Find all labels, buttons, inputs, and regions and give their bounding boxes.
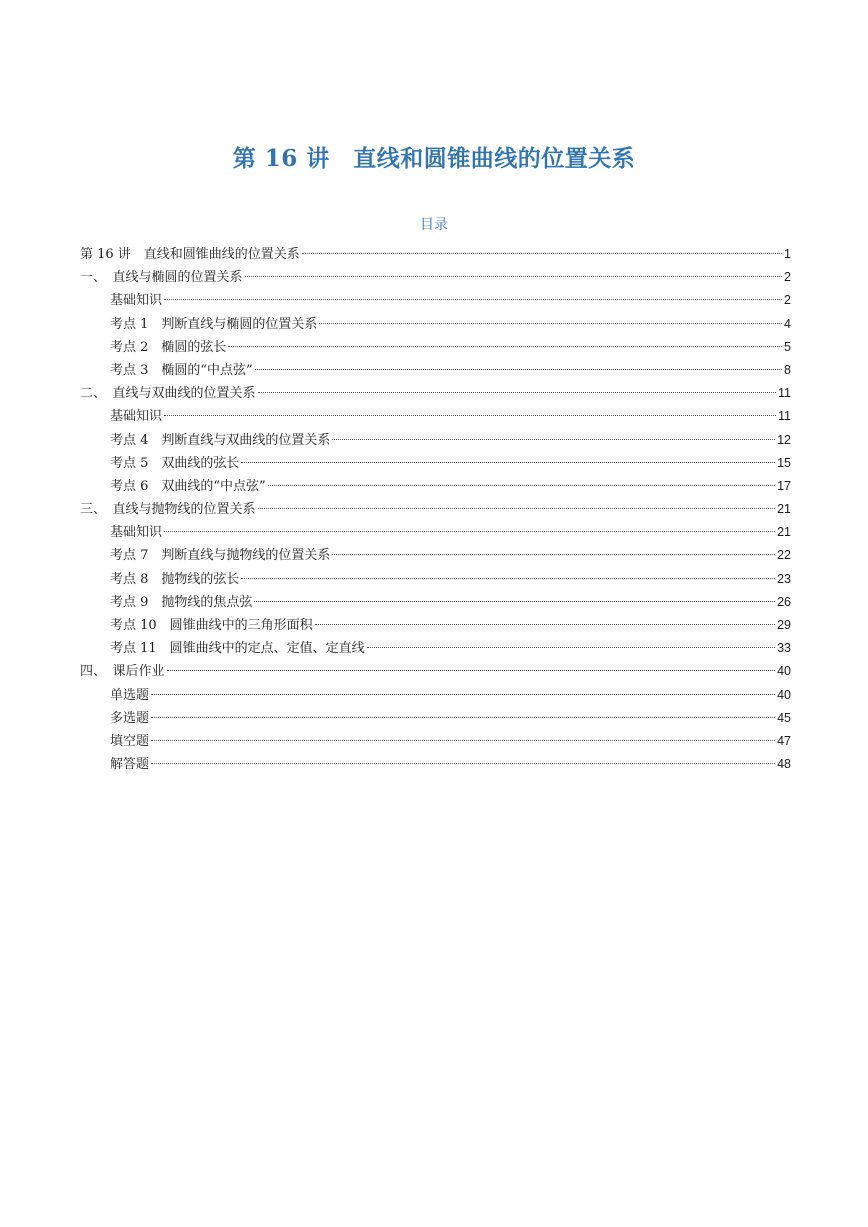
toc-dot-leader xyxy=(151,717,775,718)
toc-dot-leader xyxy=(367,647,775,648)
toc-dot-leader xyxy=(164,531,775,532)
toc-dot-leader xyxy=(245,276,783,277)
toc-entry-label: 考点 1 判断直线与椭圆的位置关系 xyxy=(110,316,318,332)
toc-entry[interactable] xyxy=(80,313,791,336)
toc-entry-page-number: 21 xyxy=(777,502,791,517)
toc-dot-leader xyxy=(319,323,782,324)
toc-dot-leader xyxy=(332,439,775,440)
toc-entry[interactable] xyxy=(80,429,791,452)
toc-entry-label: 三、 直线与抛物线的位置关系 xyxy=(80,502,256,518)
toc-entry[interactable] xyxy=(80,753,791,776)
toc-entry-label: 解答题 xyxy=(110,757,150,773)
toc-entry-page-number: 5 xyxy=(784,339,791,354)
toc-dot-leader xyxy=(164,415,776,416)
toc-dot-leader xyxy=(164,299,782,300)
document-title: 第 16 讲 直线和圆锥曲线的位置关系 xyxy=(232,145,636,172)
toc-heading: 目录 xyxy=(420,217,448,233)
toc-dot-leader xyxy=(167,670,776,671)
toc-entry-page-number: 29 xyxy=(777,618,791,632)
toc-dot-leader xyxy=(254,601,775,602)
toc-entry-page-number: 33 xyxy=(777,641,791,656)
toc-entry[interactable] xyxy=(80,475,791,498)
toc-entry-label: 考点 7 判断直线与抛物线的位置关系 xyxy=(110,548,331,564)
toc-entry[interactable] xyxy=(80,637,791,660)
toc-dot-leader xyxy=(151,740,775,741)
toc-entry[interactable] xyxy=(80,405,791,428)
toc-entry-page-number: 2 xyxy=(784,270,791,285)
toc-entry-label: 考点 3 椭圆的“中点弦” xyxy=(110,362,253,378)
toc-entry[interactable] xyxy=(80,382,791,405)
toc-entry[interactable] xyxy=(80,660,791,683)
toc-dot-leader xyxy=(258,392,777,393)
toc-dot-leader xyxy=(315,624,775,625)
toc-entry-label: 基础知识 xyxy=(110,525,163,541)
toc-dot-leader xyxy=(255,369,782,370)
toc-entry[interactable] xyxy=(80,614,791,637)
toc-entry[interactable] xyxy=(80,730,791,753)
toc-entry-label: 考点 6 双曲线的“中点弦” xyxy=(110,478,266,494)
toc-entry-page-number: 8 xyxy=(784,362,791,377)
toc-entry-page-number: 23 xyxy=(777,571,791,586)
toc-entry[interactable] xyxy=(80,498,791,521)
toc-entry[interactable] xyxy=(80,452,791,475)
toc-dot-leader xyxy=(241,578,775,579)
toc-entry[interactable] xyxy=(80,289,791,312)
toc-entry-page-number: 22 xyxy=(777,548,791,563)
toc-entry-page-number: 26 xyxy=(777,594,791,609)
toc-entry[interactable] xyxy=(80,591,791,614)
toc-entry-page-number: 1 xyxy=(784,247,791,261)
toc-entry-label: 考点 2 椭圆的弦长 xyxy=(110,339,227,355)
toc-entry[interactable] xyxy=(80,684,791,707)
toc-entry-page-number: 45 xyxy=(777,710,791,725)
toc-entry-page-number: 21 xyxy=(777,525,791,540)
toc-entry-page-number: 40 xyxy=(777,687,791,702)
toc-entry[interactable] xyxy=(80,568,791,591)
toc-dot-leader xyxy=(268,485,775,486)
toc-entry[interactable] xyxy=(80,359,791,382)
toc-dot-leader xyxy=(151,763,775,764)
toc-dot-leader xyxy=(228,346,782,347)
toc-entry[interactable] xyxy=(80,266,791,289)
toc-entry-label: 第 16 讲 直线和圆锥曲线的位置关系 xyxy=(80,247,300,262)
toc-entry-label: 考点 10 圆锥曲线中的三角形面积 xyxy=(110,618,313,633)
toc-entry-page-number: 12 xyxy=(777,432,791,447)
toc-entry-page-number: 48 xyxy=(777,757,791,772)
toc-entry-page-number: 4 xyxy=(784,316,791,331)
toc-entry-label: 考点 8 抛物线的弦长 xyxy=(110,571,240,587)
toc-dot-leader xyxy=(151,694,775,695)
toc-entry-label: 基础知识 xyxy=(110,293,163,309)
toc-entry[interactable] xyxy=(80,336,791,359)
toc-entry-label: 四、 课后作业 xyxy=(80,664,165,680)
toc-entry-page-number: 17 xyxy=(777,478,791,493)
toc-entry-label: 考点 4 判断直线与双曲线的位置关系 xyxy=(110,432,331,448)
toc-entry-label: 考点 11 圆锥曲线中的定点、定值、定直线 xyxy=(110,641,365,657)
toc-entry-page-number: 47 xyxy=(777,733,791,748)
toc-entry-label: 考点 9 抛物线的焦点弦 xyxy=(110,594,253,610)
toc-dot-leader xyxy=(241,462,775,463)
toc-entry-label: 基础知识 xyxy=(110,409,163,425)
toc-entry[interactable] xyxy=(80,707,791,730)
toc-entry[interactable] xyxy=(80,544,791,567)
table-of-contents xyxy=(80,243,791,776)
toc-entry-label: 考点 5 双曲线的弦长 xyxy=(110,455,240,471)
toc-entry-label: 单选题 xyxy=(110,687,150,703)
toc-entry-label: 填空题 xyxy=(110,733,150,749)
toc-entry-page-number: 15 xyxy=(777,455,791,470)
toc-entry-page-number: 40 xyxy=(777,664,791,679)
toc-entry-page-number: 11 xyxy=(778,409,791,424)
toc-dot-leader xyxy=(302,253,782,254)
toc-entry[interactable] xyxy=(80,521,791,544)
toc-entry-label: 多选题 xyxy=(110,710,150,726)
toc-entry-page-number: 11 xyxy=(778,386,791,401)
toc-dot-leader xyxy=(258,508,776,509)
toc-entry-page-number: 2 xyxy=(784,293,791,308)
toc-entry-label: 二、 直线与双曲线的位置关系 xyxy=(80,386,256,402)
toc-entry-label: 一、 直线与椭圆的位置关系 xyxy=(80,270,243,286)
toc-dot-leader xyxy=(332,554,775,555)
toc-entry[interactable] xyxy=(80,243,791,266)
